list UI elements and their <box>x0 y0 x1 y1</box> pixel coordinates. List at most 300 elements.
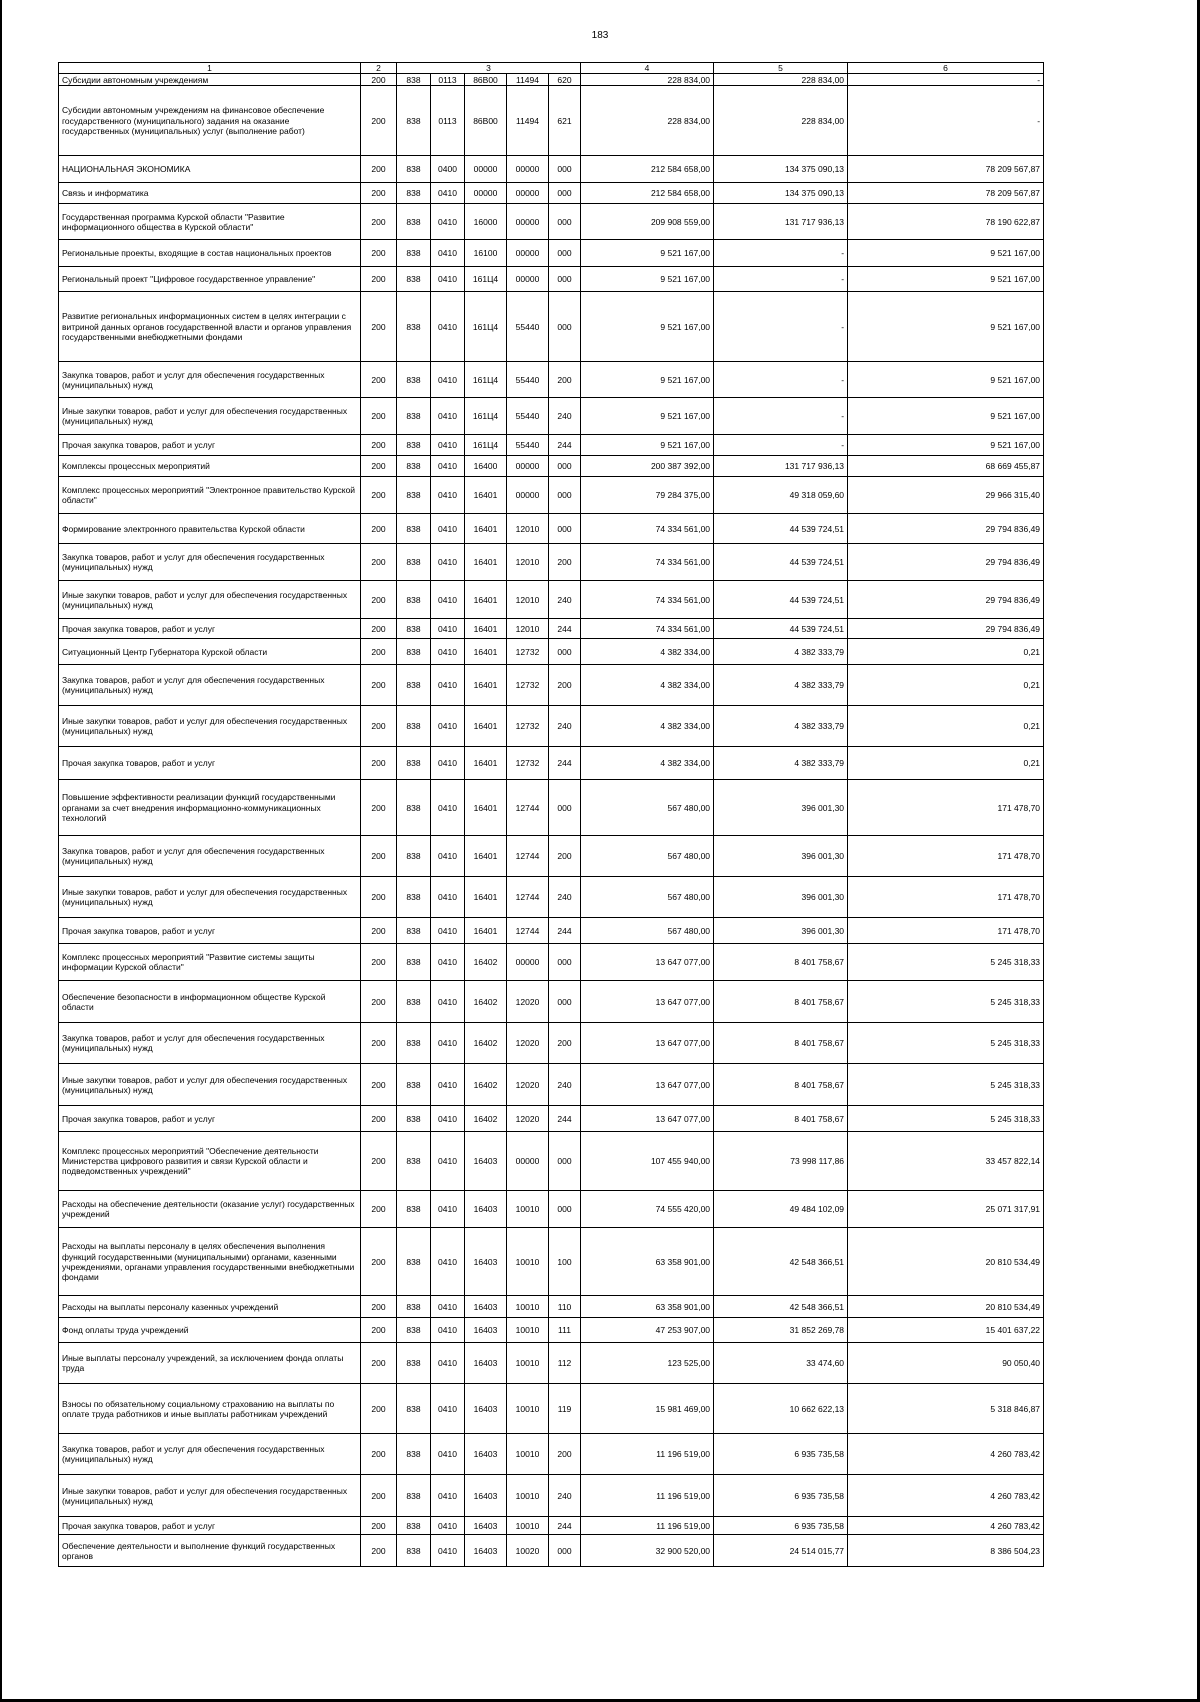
row-amount: 4 260 783,42 <box>848 1434 1044 1475</box>
row-code: 838 <box>397 1296 431 1318</box>
row-label: Иные закупки товаров, работ и услуг для обеспечения государственных (муниципальных) нужд <box>59 581 361 619</box>
row-code: 838 <box>397 514 431 544</box>
row-code: 200 <box>361 398 397 435</box>
row-code: 200 <box>361 665 397 706</box>
table-row <box>59 477 1044 514</box>
table-row <box>59 183 1044 204</box>
row-code: 200 <box>361 1132 397 1191</box>
row-code: 16401 <box>465 780 507 836</box>
row-amount: 4 382 333,79 <box>714 639 848 665</box>
row-code: 0400 <box>431 156 465 183</box>
row-amount: 13 647 077,00 <box>581 1064 714 1106</box>
row-code: 161Ц4 <box>465 435 507 456</box>
row-amount: 567 480,00 <box>581 877 714 918</box>
row-code: 16402 <box>465 1106 507 1132</box>
row-code: 838 <box>397 240 431 267</box>
table-row <box>59 1475 1044 1517</box>
table-row <box>59 86 1044 156</box>
row-code: 838 <box>397 398 431 435</box>
row-amount: 8 401 758,67 <box>714 1023 848 1064</box>
row-code: 838 <box>397 86 431 156</box>
row-amount: - <box>714 267 848 292</box>
row-code: 200 <box>361 1318 397 1343</box>
row-label: Закупка товаров, работ и услуг для обеспечения государственных (муниципальных) нужд <box>59 1023 361 1064</box>
row-code: 200 <box>361 183 397 204</box>
row-code: 16402 <box>465 944 507 981</box>
row-code: 00000 <box>507 1132 549 1191</box>
row-label: Прочая закупка товаров, работ и услуг <box>59 619 361 639</box>
row-code: 10010 <box>507 1475 549 1517</box>
row-code: 16401 <box>465 477 507 514</box>
row-label: Расходы на обеспечение деятельности (оказание услуг) государственных учреждений <box>59 1191 361 1228</box>
row-code: 100 <box>549 1228 581 1296</box>
row-code: 00000 <box>507 944 549 981</box>
row-code: 16401 <box>465 581 507 619</box>
row-label: Иные закупки товаров, работ и услуг для обеспечения государственных (муниципальных) нужд <box>59 706 361 747</box>
row-code: 621 <box>549 86 581 156</box>
row-code: 000 <box>549 1132 581 1191</box>
row-code: 244 <box>549 619 581 639</box>
row-code: 200 <box>361 581 397 619</box>
row-code: 838 <box>397 1023 431 1064</box>
row-amount: 567 480,00 <box>581 918 714 944</box>
row-amount: 44 539 724,51 <box>714 514 848 544</box>
row-amount: 4 382 334,00 <box>581 665 714 706</box>
row-amount: 8 401 758,67 <box>714 1064 848 1106</box>
row-code: 00000 <box>507 240 549 267</box>
table-row <box>59 544 1044 581</box>
row-code: 838 <box>397 292 431 362</box>
row-amount: 9 521 167,00 <box>848 292 1044 362</box>
row-code: 0410 <box>431 944 465 981</box>
row-code: 12744 <box>507 780 549 836</box>
row-code: 000 <box>549 944 581 981</box>
row-code: 838 <box>397 1343 431 1384</box>
row-code: 200 <box>361 1228 397 1296</box>
table-row <box>59 1318 1044 1343</box>
row-label: Иные выплаты персоналу учреждений, за исключением фонда оплаты труда <box>59 1343 361 1384</box>
scan-edge-left <box>0 0 2 1702</box>
row-amount: 6 935 735,58 <box>714 1434 848 1475</box>
row-code: 0410 <box>431 780 465 836</box>
row-amount: 9 521 167,00 <box>848 240 1044 267</box>
row-label: Прочая закупка товаров, работ и услуг <box>59 1106 361 1132</box>
row-amount: - <box>714 362 848 398</box>
row-amount: 9 521 167,00 <box>581 292 714 362</box>
row-amount: 79 284 375,00 <box>581 477 714 514</box>
row-code: 0410 <box>431 1343 465 1384</box>
row-code: 0410 <box>431 981 465 1023</box>
row-label: Субсидии автономным учреждениям на финансовое обеспечение государственного (муниципального) задания на оказание государственных (муниципальных) услуг (выполнение работ) <box>59 86 361 156</box>
table-row <box>59 981 1044 1023</box>
row-code: 12744 <box>507 877 549 918</box>
row-amount: 44 539 724,51 <box>714 619 848 639</box>
row-code: 200 <box>361 1106 397 1132</box>
row-code: 12020 <box>507 1106 549 1132</box>
row-label: Развитие региональных информационных систем в целях интеграции с витриной данных органов государственной власти и органов управления государственными внебюджетными фондами <box>59 292 361 362</box>
row-code: 16403 <box>465 1228 507 1296</box>
row-code: 0410 <box>431 1296 465 1318</box>
row-label: Государственная программа Курской области "Развитие информационного общества в Курской области" <box>59 204 361 240</box>
row-label: Фонд оплаты труда учреждений <box>59 1318 361 1343</box>
row-label: Прочая закупка товаров, работ и услуг <box>59 435 361 456</box>
row-code: 000 <box>549 639 581 665</box>
row-amount: 63 358 901,00 <box>581 1296 714 1318</box>
row-amount: 171 478,70 <box>848 918 1044 944</box>
row-code: 0410 <box>431 1318 465 1343</box>
row-code: 200 <box>361 1343 397 1384</box>
row-code: 16403 <box>465 1434 507 1475</box>
row-amount: 9 521 167,00 <box>581 362 714 398</box>
row-code: 240 <box>549 398 581 435</box>
row-code: 12010 <box>507 544 549 581</box>
row-code: 200 <box>361 74 397 86</box>
row-code: 0410 <box>431 544 465 581</box>
row-code: 16401 <box>465 877 507 918</box>
row-amount: 13 647 077,00 <box>581 981 714 1023</box>
table-row <box>59 456 1044 477</box>
column-number: 4 <box>581 63 714 74</box>
row-code: 0410 <box>431 1106 465 1132</box>
row-code: 838 <box>397 435 431 456</box>
row-code: 000 <box>549 240 581 267</box>
row-amount: 4 382 333,79 <box>714 665 848 706</box>
row-amount: 78 190 622,87 <box>848 204 1044 240</box>
row-code: 16403 <box>465 1191 507 1228</box>
budget-table <box>58 62 1044 1567</box>
row-code: 00000 <box>465 156 507 183</box>
row-code: 200 <box>361 1517 397 1535</box>
row-amount: - <box>848 86 1044 156</box>
row-amount: 8 401 758,67 <box>714 981 848 1023</box>
row-amount: 131 717 936,13 <box>714 456 848 477</box>
row-code: 838 <box>397 1064 431 1106</box>
row-amount: 74 555 420,00 <box>581 1191 714 1228</box>
row-amount: 131 717 936,13 <box>714 204 848 240</box>
row-code: 200 <box>361 877 397 918</box>
row-code: 240 <box>549 1475 581 1517</box>
row-label: Комплекс процессных мероприятий "Электронное правительство Курской области" <box>59 477 361 514</box>
row-code: 200 <box>549 836 581 877</box>
row-code: 12732 <box>507 665 549 706</box>
row-code: 838 <box>397 456 431 477</box>
row-amount: 123 525,00 <box>581 1343 714 1384</box>
row-amount: 47 253 907,00 <box>581 1318 714 1343</box>
row-amount: 73 998 117,86 <box>714 1132 848 1191</box>
row-code: 000 <box>549 292 581 362</box>
row-code: 200 <box>361 1384 397 1434</box>
row-amount: 5 245 318,33 <box>848 1106 1044 1132</box>
row-code: 161Ц4 <box>465 267 507 292</box>
row-amount: - <box>714 240 848 267</box>
row-amount: 32 900 520,00 <box>581 1535 714 1567</box>
row-code: 838 <box>397 1434 431 1475</box>
row-code: 16403 <box>465 1318 507 1343</box>
row-code: 0410 <box>431 1434 465 1475</box>
row-code: 16401 <box>465 514 507 544</box>
row-code: 0410 <box>431 918 465 944</box>
row-code: 838 <box>397 619 431 639</box>
row-code: 200 <box>361 944 397 981</box>
row-code: 12020 <box>507 1064 549 1106</box>
row-code: 838 <box>397 544 431 581</box>
table-row <box>59 1296 1044 1318</box>
row-label: Закупка товаров, работ и услуг для обеспечения государственных (муниципальных) нужд <box>59 544 361 581</box>
row-code: 240 <box>549 581 581 619</box>
row-amount: 9 521 167,00 <box>848 362 1044 398</box>
row-code: 10010 <box>507 1191 549 1228</box>
row-amount: 0,21 <box>848 639 1044 665</box>
row-code: 200 <box>361 1535 397 1567</box>
row-label: Закупка товаров, работ и услуг для обеспечения государственных (муниципальных) нужд <box>59 362 361 398</box>
row-code: 200 <box>361 918 397 944</box>
table-row <box>59 1064 1044 1106</box>
row-amount: 134 375 090,13 <box>714 156 848 183</box>
row-code: 244 <box>549 747 581 780</box>
row-amount: 15 401 637,22 <box>848 1318 1044 1343</box>
row-code: 200 <box>549 1434 581 1475</box>
row-amount: 20 810 534,49 <box>848 1296 1044 1318</box>
row-label: Комплексы процессных мероприятий <box>59 456 361 477</box>
row-code: 000 <box>549 204 581 240</box>
row-code: 200 <box>549 362 581 398</box>
row-amount: 396 001,30 <box>714 877 848 918</box>
row-amount: 13 647 077,00 <box>581 1023 714 1064</box>
column-number: 1 <box>59 63 361 74</box>
row-code: 16401 <box>465 836 507 877</box>
row-amount: 171 478,70 <box>848 836 1044 877</box>
row-amount: 212 584 658,00 <box>581 183 714 204</box>
row-code: 12732 <box>507 639 549 665</box>
row-amount: 31 852 269,78 <box>714 1318 848 1343</box>
row-code: 200 <box>361 780 397 836</box>
row-amount: 567 480,00 <box>581 836 714 877</box>
row-amount: 11 196 519,00 <box>581 1475 714 1517</box>
row-code: 200 <box>361 1064 397 1106</box>
row-amount: 9 521 167,00 <box>581 398 714 435</box>
row-code: 161Ц4 <box>465 398 507 435</box>
row-code: 240 <box>549 1064 581 1106</box>
row-code: 16403 <box>465 1384 507 1434</box>
row-amount: 5 245 318,33 <box>848 1064 1044 1106</box>
row-label: Прочая закупка товаров, работ и услуг <box>59 918 361 944</box>
row-code: 0410 <box>431 456 465 477</box>
row-code: 16401 <box>465 619 507 639</box>
row-code: 10010 <box>507 1318 549 1343</box>
row-code: 16403 <box>465 1132 507 1191</box>
row-label: Закупка товаров, работ и услуг для обеспечения государственных (муниципальных) нужд <box>59 665 361 706</box>
row-code: 0410 <box>431 619 465 639</box>
table-row <box>59 1434 1044 1475</box>
row-code: 10010 <box>507 1343 549 1384</box>
row-amount: 15 981 469,00 <box>581 1384 714 1434</box>
row-code: 200 <box>361 240 397 267</box>
row-amount: 13 647 077,00 <box>581 944 714 981</box>
column-number-row <box>59 63 1044 74</box>
row-label: Иные закупки товаров, работ и услуг для обеспечения государственных (муниципальных) нужд <box>59 1064 361 1106</box>
table-row <box>59 780 1044 836</box>
column-number: 3 <box>397 63 581 74</box>
row-amount: 11 196 519,00 <box>581 1434 714 1475</box>
row-code: 838 <box>397 944 431 981</box>
row-amount: 29 794 836,49 <box>848 514 1044 544</box>
row-code: 0410 <box>431 1475 465 1517</box>
row-code: 838 <box>397 204 431 240</box>
row-code: 838 <box>397 183 431 204</box>
table-row <box>59 435 1044 456</box>
table-row <box>59 1517 1044 1535</box>
row-code: 55440 <box>507 435 549 456</box>
row-label: Субсидии автономным учреждениям <box>59 74 361 86</box>
page-number: 183 <box>591 30 609 41</box>
row-code: 16401 <box>465 639 507 665</box>
table-row <box>59 156 1044 183</box>
row-code: 200 <box>361 204 397 240</box>
row-label: Связь и информатика <box>59 183 361 204</box>
row-amount: 9 521 167,00 <box>581 435 714 456</box>
row-amount: 396 001,30 <box>714 836 848 877</box>
row-amount: 134 375 090,13 <box>714 183 848 204</box>
row-code: 0410 <box>431 581 465 619</box>
row-code: 0410 <box>431 836 465 877</box>
row-code: 119 <box>549 1384 581 1434</box>
row-code: 00000 <box>507 456 549 477</box>
column-number: 6 <box>848 63 1044 74</box>
row-amount: 78 209 567,87 <box>848 183 1044 204</box>
table-row <box>59 267 1044 292</box>
row-amount: 396 001,30 <box>714 918 848 944</box>
row-code: 12010 <box>507 514 549 544</box>
row-code: 0410 <box>431 1384 465 1434</box>
row-amount: 74 334 561,00 <box>581 581 714 619</box>
row-label: Прочая закупка товаров, работ и услуг <box>59 747 361 780</box>
row-code: 000 <box>549 1535 581 1567</box>
row-code: 16403 <box>465 1535 507 1567</box>
row-code: 000 <box>549 514 581 544</box>
row-label: Иные закупки товаров, работ и услуг для обеспечения государственных (муниципальных) нужд <box>59 398 361 435</box>
row-amount: 9 521 167,00 <box>848 267 1044 292</box>
row-amount: 4 260 783,42 <box>848 1517 1044 1535</box>
row-code: 0410 <box>431 1517 465 1535</box>
row-amount: 24 514 015,77 <box>714 1535 848 1567</box>
row-code: 16400 <box>465 456 507 477</box>
row-amount: 20 810 534,49 <box>848 1228 1044 1296</box>
row-label: Обеспечение безопасности в информационном обществе Курской области <box>59 981 361 1023</box>
row-amount: 4 382 334,00 <box>581 706 714 747</box>
column-number: 5 <box>714 63 848 74</box>
row-amount: 49 318 059,60 <box>714 477 848 514</box>
row-code: 00000 <box>507 477 549 514</box>
row-code: 244 <box>549 1106 581 1132</box>
row-amount: 13 647 077,00 <box>581 1106 714 1132</box>
row-code: 16402 <box>465 1023 507 1064</box>
row-amount: 228 834,00 <box>714 74 848 86</box>
row-code: 200 <box>549 544 581 581</box>
row-label: Повышение эффективности реализации функций государственными органами за счет внедрения информационно-коммуникационных технологий <box>59 780 361 836</box>
row-code: 0113 <box>431 74 465 86</box>
row-code: 16401 <box>465 747 507 780</box>
table-row <box>59 74 1044 86</box>
row-amount: 9 521 167,00 <box>581 240 714 267</box>
row-code: 838 <box>397 706 431 747</box>
row-code: 838 <box>397 1475 431 1517</box>
row-code: 16100 <box>465 240 507 267</box>
table-row <box>59 747 1044 780</box>
row-amount: 74 334 561,00 <box>581 619 714 639</box>
table-row <box>59 836 1044 877</box>
row-code: 16000 <box>465 204 507 240</box>
row-amount: 4 382 334,00 <box>581 639 714 665</box>
row-code: 200 <box>361 619 397 639</box>
column-number: 2 <box>361 63 397 74</box>
row-amount: 78 209 567,87 <box>848 156 1044 183</box>
row-label: Формирование электронного правительства Курской области <box>59 514 361 544</box>
row-code: 200 <box>361 1296 397 1318</box>
row-amount: 0,21 <box>848 747 1044 780</box>
row-amount: 49 484 102,09 <box>714 1191 848 1228</box>
row-code: 16403 <box>465 1517 507 1535</box>
row-amount: 33 474,60 <box>714 1343 848 1384</box>
row-code: 838 <box>397 780 431 836</box>
table-row <box>59 1535 1044 1567</box>
row-code: 838 <box>397 1318 431 1343</box>
row-code: 10010 <box>507 1296 549 1318</box>
row-code: 200 <box>361 639 397 665</box>
row-code: 0410 <box>431 183 465 204</box>
row-amount: 5 318 846,87 <box>848 1384 1044 1434</box>
row-code: 200 <box>361 477 397 514</box>
row-code: 00000 <box>507 183 549 204</box>
row-code: 838 <box>397 836 431 877</box>
row-amount: 228 834,00 <box>714 86 848 156</box>
row-code: 200 <box>361 292 397 362</box>
row-code: 0410 <box>431 362 465 398</box>
row-code: 00000 <box>507 204 549 240</box>
row-amount: - <box>714 398 848 435</box>
row-code: 0410 <box>431 267 465 292</box>
table-row <box>59 619 1044 639</box>
row-code: 12020 <box>507 1023 549 1064</box>
row-amount: 90 050,40 <box>848 1343 1044 1384</box>
row-code: 200 <box>361 86 397 156</box>
row-code: 0410 <box>431 1023 465 1064</box>
row-code: 00000 <box>465 183 507 204</box>
row-code: 200 <box>361 706 397 747</box>
row-code: 838 <box>397 665 431 706</box>
row-code: 200 <box>361 435 397 456</box>
table-row <box>59 362 1044 398</box>
row-code: 240 <box>549 706 581 747</box>
row-code: 200 <box>361 836 397 877</box>
row-amount: 44 539 724,51 <box>714 544 848 581</box>
table-row <box>59 1132 1044 1191</box>
row-amount: 44 539 724,51 <box>714 581 848 619</box>
row-code: 16403 <box>465 1296 507 1318</box>
row-amount: 171 478,70 <box>848 877 1044 918</box>
table-row <box>59 1191 1044 1228</box>
table-row <box>59 877 1044 918</box>
row-code: 838 <box>397 477 431 514</box>
row-amount: 42 548 366,51 <box>714 1296 848 1318</box>
row-label: Прочая закупка товаров, работ и услуг <box>59 1517 361 1535</box>
row-label: Комплекс процессных мероприятий "Развитие системы защиты информации Курской области" <box>59 944 361 981</box>
row-code: 55440 <box>507 362 549 398</box>
row-code: 838 <box>397 362 431 398</box>
row-code: 000 <box>549 981 581 1023</box>
row-label: Иные закупки товаров, работ и услуг для обеспечения государственных (муниципальных) нужд <box>59 1475 361 1517</box>
table-row <box>59 514 1044 544</box>
row-code: 12020 <box>507 981 549 1023</box>
